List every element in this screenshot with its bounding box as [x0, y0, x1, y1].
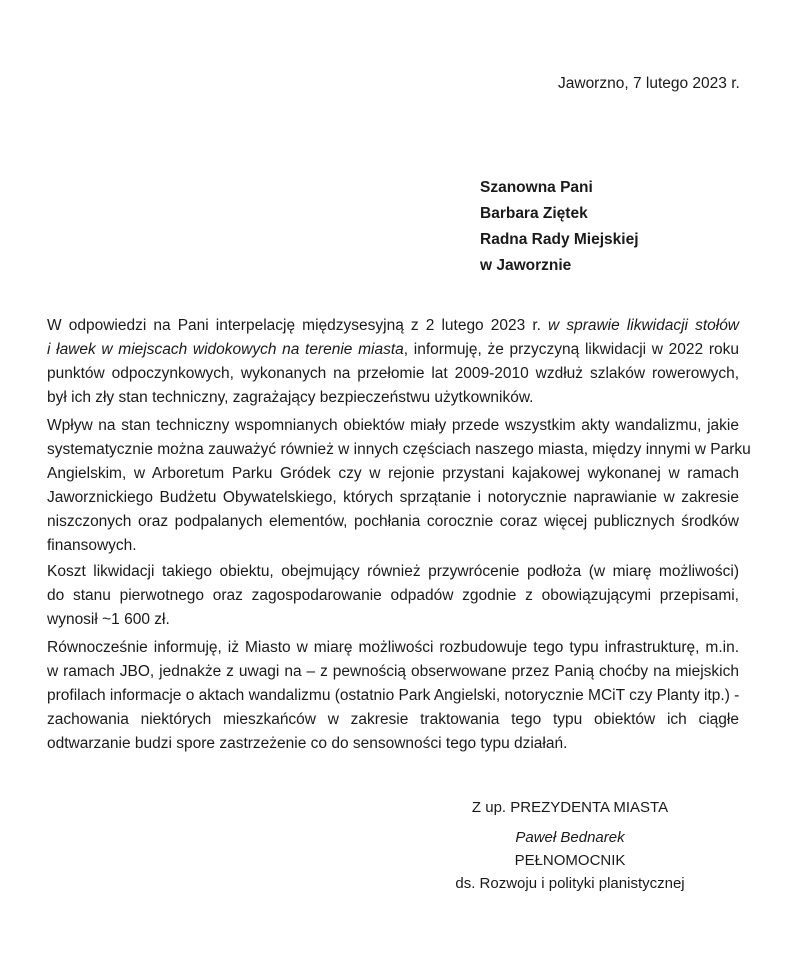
signatory-name: Paweł Bednarek — [515, 829, 625, 846]
paragraph-line: Wpływ na stan techniczny wspomnianych obiektów miały przede wszystkim akty wandalizmu, jakie — [47, 417, 739, 434]
paragraph-line: wynosił ~1 600 zł. — [47, 611, 170, 628]
paragraph-line: był ich zły stan techniczny, zagrażający bezpieczeństwu użytkowników. — [47, 389, 534, 406]
addressee-salutation: Szanowna Pani — [480, 179, 593, 196]
paragraph-line: Angielskim, w Arboretum Parku Gródek czy w rejonie przystani kajakowej wykonanej w ramach — [47, 465, 739, 482]
addressee-location: w Jaworznie — [480, 257, 572, 274]
addressee-name: Barbara Ziętek — [480, 205, 588, 222]
signature-authority: Z up. PREZYDENTA MIASTA — [471, 799, 669, 816]
paragraph-line: odtwarzanie budzi spore zastrzeżenie co do sensowności tego typu działań. — [47, 735, 568, 752]
paragraph-line: Równocześnie informuję, iż Miasto w miarę możliwości rozbudowuje tego typu infrastrukturę, m.in. — [47, 639, 739, 656]
paragraph-line: W odpowiedzi na Pani interpelację międzysesyjną z 2 lutego 2023 r. w sprawie likwidacji stołów — [47, 317, 740, 334]
addressee-block — [480, 178, 639, 282]
addressee-title: Radna Rady Miejskiej — [480, 231, 639, 248]
place-and-date: Jaworzno, 7 lutego 2023 r. — [558, 75, 740, 92]
paragraph-line: systematycznie można zauważyć również w innych częściach naszego miasta, między innymi w Parku — [47, 441, 751, 458]
body-paragraph-2 — [47, 416, 751, 560]
paragraph-line: do stanu pierwotnego oraz zagospodarowanie odpadów zgodnie z obowiązującymi przepisami, — [47, 587, 739, 604]
paragraph-line: i ławek w miejscach widokowych na terenie miasta, informuję, że przyczyną likwidacji w 2022 roku — [47, 341, 739, 358]
subject-italic: i ławek w miejscach widokowych na terenie miasta — [47, 341, 404, 358]
paragraph-line: Jaworznickiego Budżetu Obywatelskiego, których sprzątanie i notorycznie naprawianie w zakresie — [47, 489, 739, 506]
signatory-department: ds. Rozwoju i polityki planistycznej — [455, 875, 685, 892]
paragraph-line: punktów odpoczynkowych, wykonanych na przełomie lat 2009-2010 wzdłuż szlaków rowerowych, — [47, 365, 739, 382]
paragraph-line: Koszt likwidacji takiego obiektu, obejmujący również przywrócenie podłoża (w miarę możliwości) — [47, 563, 739, 580]
subject-italic: w sprawie likwidacji stołów — [548, 317, 740, 334]
body-paragraph-4 — [47, 638, 739, 758]
paragraph-line: niszczonych oraz podpalanych elementów, pochłania corocznie coraz więcej publicznych środków — [47, 513, 739, 530]
body-paragraph-1 — [47, 316, 739, 412]
paragraph-line: profilach informacje o aktach wandalizmu (ostatnio Park Angielski, notorycznie MCiT czy Planty itp.) - — [47, 687, 740, 704]
signature-block — [430, 798, 710, 897]
signatory-position: PEŁNOMOCNIK — [514, 852, 626, 869]
body-paragraph-3 — [47, 562, 739, 634]
paragraph-line: finansowych. — [47, 537, 137, 554]
paragraph-line: w ramach JBO, jednakże z uwagi na – z pewnością obserwowane przez Panią choćby na miejskich — [47, 663, 739, 680]
paragraph-line: zachowania niektórych mieszkańców w zakresie traktowania tego typu obiektów ich ciągłe — [47, 711, 739, 728]
